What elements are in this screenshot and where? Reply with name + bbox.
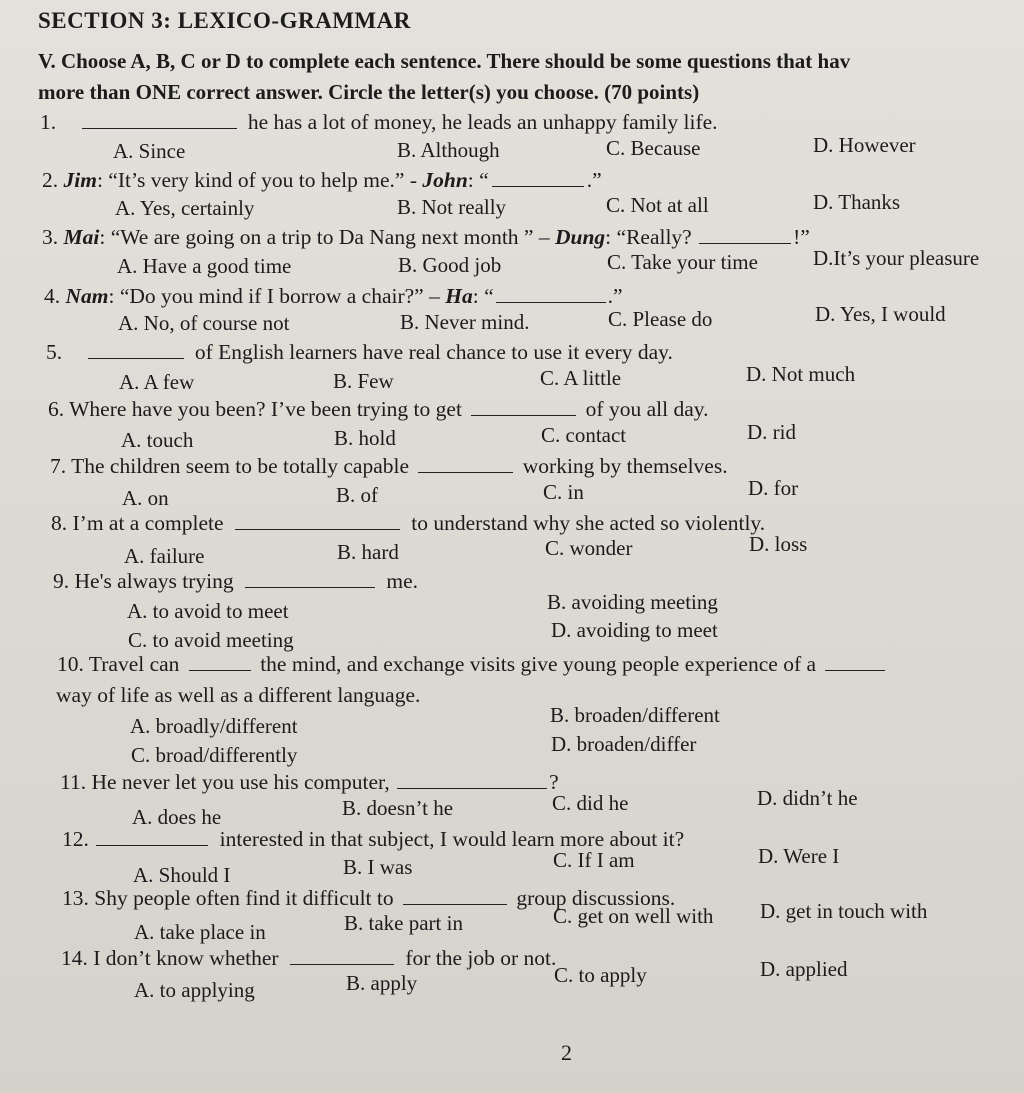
question-number: 9. (53, 569, 70, 593)
option-11a[interactable]: A. does he (132, 805, 222, 829)
option-12c[interactable]: C. If I am (553, 848, 635, 872)
option-1c[interactable]: C. Because (606, 136, 701, 160)
option-6c[interactable]: C. contact (541, 423, 627, 447)
question-text-after: to understand why she acted so violently. (411, 511, 766, 535)
option-3c[interactable]: C. Take your time (607, 250, 758, 274)
option-13d[interactable]: D. get in touch with (760, 899, 928, 923)
option-1a[interactable]: A. Since (113, 139, 186, 163)
question-number: 12. (62, 827, 89, 851)
option-1d[interactable]: D. However (813, 133, 916, 157)
question-number: 1. (40, 110, 57, 134)
question-number: 4. (44, 284, 61, 308)
option-8d[interactable]: D. loss (749, 532, 808, 556)
page-number: 2 (561, 1040, 572, 1065)
question-text-after: he has a lot of money, he leads an unhappy family life. (247, 110, 718, 134)
question-text-after: .” (586, 168, 602, 192)
question-10 (57, 651, 885, 677)
question-number: 3. (42, 225, 59, 249)
question-text: : “Do you mind if I borrow a chair?” – (108, 284, 446, 308)
option-10d[interactable]: D. broaden/differ (551, 732, 697, 756)
question-11 (60, 769, 559, 795)
option-12d[interactable]: D. Were I (758, 844, 840, 868)
question-text-after: of English learners have real chance to use it every day. (194, 340, 673, 364)
option-9d[interactable]: D. avoiding to meet (551, 618, 718, 642)
option-5d[interactable]: D. Not much (746, 362, 856, 386)
question-text-before: Where have you been? I’ve been trying to get (69, 397, 462, 421)
question-text-before: He's always trying (74, 569, 234, 593)
question-text-after: me. (386, 569, 419, 593)
question-number: 5. (46, 340, 63, 364)
option-12b[interactable]: B. I was (343, 855, 413, 879)
option-3b[interactable]: B. Good job (398, 253, 502, 277)
option-8b[interactable]: B. hard (337, 540, 399, 564)
answer-blank[interactable] (82, 109, 237, 129)
option-11c[interactable]: C. did he (552, 791, 629, 815)
option-4b[interactable]: B. Never mind. (400, 310, 530, 334)
question-text: : “We are going on a trip to Da Nang next month ” – (99, 225, 555, 249)
question-text-after: .” (607, 284, 623, 308)
answer-blank[interactable] (418, 453, 513, 473)
option-7c[interactable]: C. in (543, 480, 584, 504)
option-9b[interactable]: B. avoiding meeting (547, 590, 718, 614)
question-text-after: ? (549, 770, 559, 794)
speaker-name: Dung (554, 225, 606, 249)
option-14c[interactable]: C. to apply (554, 963, 647, 987)
answer-blank[interactable] (96, 826, 208, 846)
option-3d[interactable]: D.It’s your pleasure (813, 246, 980, 270)
question-6 (48, 396, 708, 422)
question-text-before: I’m at a complete (72, 511, 224, 535)
option-7d[interactable]: D. for (748, 476, 799, 500)
option-10c[interactable]: C. broad/differently (131, 743, 298, 767)
question-number: 11. (60, 770, 87, 794)
option-12a[interactable]: A. Should I (133, 863, 231, 887)
question-text: : “Really? (605, 225, 698, 249)
speaker-name: Jim (63, 168, 97, 192)
question-14 (61, 945, 556, 971)
answer-blank[interactable] (492, 167, 584, 187)
question-text-before: He never let you use his computer, (91, 770, 390, 794)
question-number: 14. (61, 946, 88, 970)
answer-blank[interactable] (825, 651, 885, 671)
option-8a[interactable]: A. failure (124, 544, 205, 568)
question-number: 10. (57, 652, 84, 676)
speaker-name: Nam (65, 284, 109, 308)
question-text-after: of you all day. (585, 397, 709, 421)
option-5a[interactable]: A. A few (119, 370, 195, 394)
option-6a[interactable]: A. touch (121, 428, 194, 452)
question-text: : “ (472, 284, 494, 308)
option-4d[interactable]: D. Yes, I would (815, 302, 946, 326)
question-9 (53, 568, 418, 594)
answer-blank[interactable] (403, 885, 507, 905)
question-number: 7. (50, 454, 67, 478)
instructions (38, 46, 1024, 108)
question-text-after: for the job or not. (405, 946, 557, 970)
question-text-after: working by themselves. (522, 454, 728, 478)
question-text: : “ (467, 168, 489, 192)
option-2a[interactable]: A. Yes, certainly (115, 196, 255, 220)
question-2 (42, 167, 602, 193)
question-number: 6. (48, 397, 65, 421)
answer-blank[interactable] (189, 651, 251, 671)
instruction-line-1: V. Choose A, B, C or D to complete each sentence. There should be some questions that hav (38, 49, 851, 73)
option-10b[interactable]: B. broaden/different (550, 703, 720, 727)
question-number: 2. (42, 168, 59, 192)
question-text-after: !” (793, 225, 810, 249)
option-3a[interactable]: A. Have a good time (117, 254, 292, 278)
answer-blank[interactable] (397, 769, 547, 789)
option-6b[interactable]: B. hold (334, 426, 396, 450)
speaker-name: Ha (445, 284, 473, 308)
answer-blank[interactable] (471, 396, 576, 416)
option-1b[interactable]: B. Although (397, 138, 500, 162)
question-text-after: interested in that subject, I would learn more about it? (219, 827, 685, 851)
question-5 (46, 339, 673, 365)
option-9c[interactable]: C. to avoid meeting (128, 628, 294, 652)
question-8 (51, 510, 765, 536)
answer-blank[interactable] (699, 224, 791, 244)
option-9a[interactable]: A. to avoid to meet (127, 599, 289, 623)
option-14d[interactable]: D. applied (760, 957, 848, 981)
option-4a[interactable]: A. No, of course not (118, 311, 290, 335)
answer-blank[interactable] (290, 945, 394, 965)
option-13a[interactable]: A. take place in (134, 920, 266, 944)
question-10-line-2: way of life as well as a different language. (56, 683, 421, 707)
option-11b[interactable]: B. doesn’t he (342, 796, 454, 820)
question-text-after: group discussions. (516, 886, 676, 910)
option-2c[interactable]: C. Not at all (606, 193, 709, 217)
option-11d[interactable]: D. didn’t he (757, 786, 858, 810)
option-7b[interactable]: B. of (336, 483, 378, 507)
option-5c[interactable]: C. A little (540, 366, 622, 390)
section-title: SECTION 3: LEXICO-GRAMMAR (38, 8, 411, 33)
speaker-name: Mai (63, 225, 100, 249)
option-2d[interactable]: D. Thanks (813, 190, 901, 214)
question-7 (50, 453, 728, 479)
option-6d[interactable]: D. rid (747, 420, 796, 444)
option-13b[interactable]: B. take part in (344, 911, 463, 935)
question-4 (44, 283, 623, 309)
answer-blank[interactable] (245, 568, 375, 588)
question-text: : “It’s very kind of you to help me.” - (96, 168, 423, 192)
answer-blank[interactable] (235, 510, 400, 530)
option-2b[interactable]: B. Not really (397, 195, 507, 219)
option-13c[interactable]: C. get on well with (553, 904, 714, 928)
option-7a[interactable]: A. on (122, 486, 169, 510)
question-3 (42, 224, 810, 250)
option-8c[interactable]: C. wonder (545, 536, 633, 560)
question-text-before: The children seem to be totally capable (71, 454, 410, 478)
speaker-name: John (422, 168, 468, 192)
answer-blank[interactable] (496, 283, 606, 303)
option-14a[interactable]: A. to applying (134, 978, 255, 1002)
option-4c[interactable]: C. Please do (608, 307, 713, 331)
question-text-before: Travel can (88, 652, 180, 676)
option-10a[interactable]: A. broadly/different (130, 714, 298, 738)
option-5b[interactable]: B. Few (333, 369, 394, 393)
question-number: 13. (62, 886, 89, 910)
question-text-middle: the mind, and exchange visits give young people experience of a (260, 652, 817, 676)
question-number: 8. (51, 511, 68, 535)
question-text-before: Shy people often find it difficult to (94, 886, 394, 910)
question-text-before: I don’t know whether (93, 946, 279, 970)
answer-blank[interactable] (88, 339, 184, 359)
option-14b[interactable]: B. apply (346, 971, 418, 995)
question-1 (40, 109, 718, 135)
instruction-line-2: more than ONE correct answer. Circle the letter(s) you choose. (70 points) (38, 80, 700, 104)
